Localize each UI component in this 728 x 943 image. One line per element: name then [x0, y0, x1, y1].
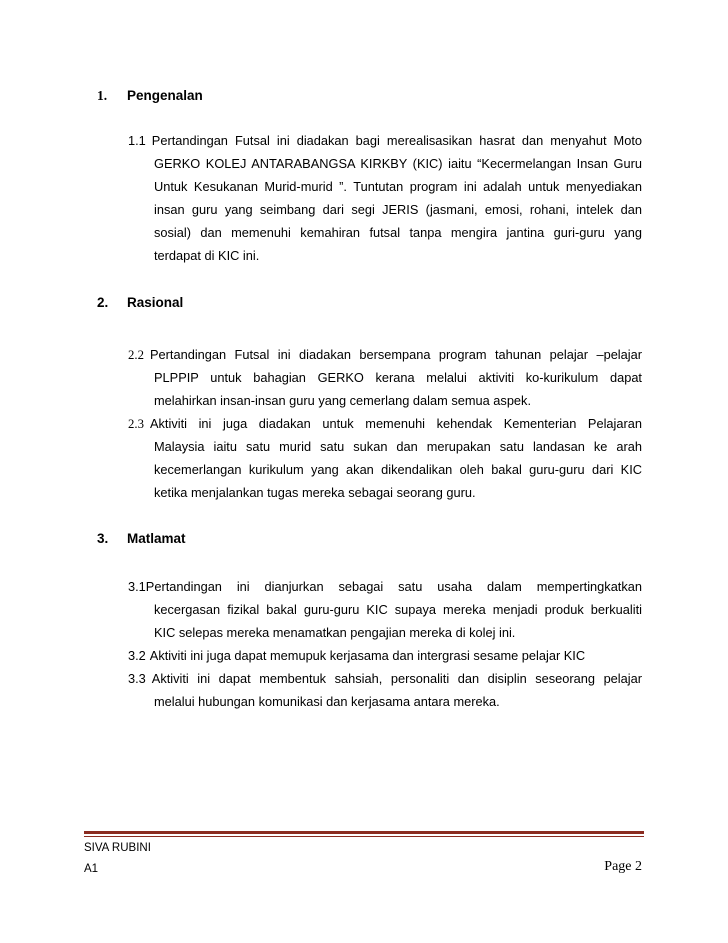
section-title: Matlamat: [127, 531, 186, 546]
section-title: Rasional: [127, 295, 184, 310]
paragraph-3-2: [128, 644, 642, 667]
section-number: 2.: [97, 295, 109, 310]
paragraph-line: 3.3 Aktiviti ini dapat membentuk sahsiah, personaliti dan disiplin seseorang pelajar: [128, 671, 642, 686]
paragraph-3-3: [128, 667, 642, 713]
paragraph-line: Untuk Kesukanan Murid-murid ”. Tuntutan program ini adalah untuk menyediakan: [154, 179, 642, 195]
paragraph-3-1: [128, 575, 642, 644]
paragraph-2-3: [128, 412, 642, 504]
page-number: Page 2: [604, 859, 642, 874]
paragraph-line: 2.2 Pertandingan Futsal ini diadakan bersempana program tahunan pelajar –pelajar: [128, 347, 642, 362]
footer-rule-thin: [84, 836, 644, 837]
paragraph-line: 1.1 Pertandingan Futsal ini diadakan bagi merealisasikan hasrat dan menyahut Moto: [128, 133, 642, 148]
section-number: 1.: [97, 88, 108, 103]
item-number: 2.2: [128, 348, 144, 362]
footer-group: A1: [84, 863, 99, 875]
section-heading-pengenalan: [97, 88, 203, 104]
item-number: 3.2: [128, 648, 146, 663]
paragraph-line: Malaysia iaitu satu murid satu sukan dan merupakan satu landasan ke arah: [154, 439, 642, 455]
paragraph-2-2: [128, 343, 642, 412]
paragraph-line: 2.3 Aktiviti ini juga diadakan untuk memenuhi kehendak Kementerian Pelajaran: [128, 416, 642, 431]
paragraph-1-1: [128, 129, 642, 268]
paragraph-line: kecergasan fizikal bakal guru-guru KIC supaya mereka menjadi produk berkualiti: [154, 602, 642, 618]
section-heading-rasional: [97, 295, 183, 310]
paragraph-line: melahirkan insan-insan guru yang cemerlang dalam semua aspek.: [154, 393, 532, 409]
footer-rule-thick: [84, 831, 644, 834]
item-number: 3.3: [128, 671, 146, 686]
paragraph-line: kecemerlangan kurikulum yang akan dikendalikan oleh bakal guru-guru dari KIC: [154, 462, 642, 478]
paragraph-line: 3.1Pertandingan ini dianjurkan sebagai satu usaha dalam mempertingkatkan: [128, 579, 642, 594]
item-number: 2.3: [128, 417, 144, 431]
paragraph-line: melalui hubungan komunikasi dan kerjasama antara mereka.: [154, 694, 500, 710]
section-heading-matlamat: [97, 531, 186, 546]
paragraph-line: ketika menjalankan tugas mereka sebagai seorang guru.: [154, 485, 476, 501]
paragraph-line: KIC selepas mereka menamatkan pengajian mereka di kolej ini.: [154, 625, 516, 641]
item-number: 3.1: [128, 579, 146, 594]
section-number: 3.: [97, 531, 109, 546]
paragraph-line: sosial) dan memenuhi kemahiran futsal tanpa mengira jantina guri-guru yang: [154, 225, 642, 241]
footer-author: SIVA RUBINI: [84, 842, 151, 854]
paragraph-line: insan guru yang seimbang dari segi JERIS (jasmani, emosi, rohani, intelek dan: [154, 202, 642, 218]
paragraph-line: GERKO KOLEJ ANTARABANGSA KIRKBY (KIC) iaitu “Kecermelangan Insan Guru: [154, 156, 642, 172]
section-title: Pengenalan: [127, 88, 203, 103]
paragraph-line: terdapat di KIC ini.: [154, 248, 260, 264]
paragraph-line: PLPPIP untuk bahagian GERKO kerana melalui aktiviti ko-kurikulum dapat: [154, 370, 642, 386]
item-number: 1.1: [128, 133, 146, 148]
paragraph-line: 3.2 Aktiviti ini juga dapat memupuk kerjasama dan intergrasi sesame pelajar KIC: [128, 648, 586, 663]
